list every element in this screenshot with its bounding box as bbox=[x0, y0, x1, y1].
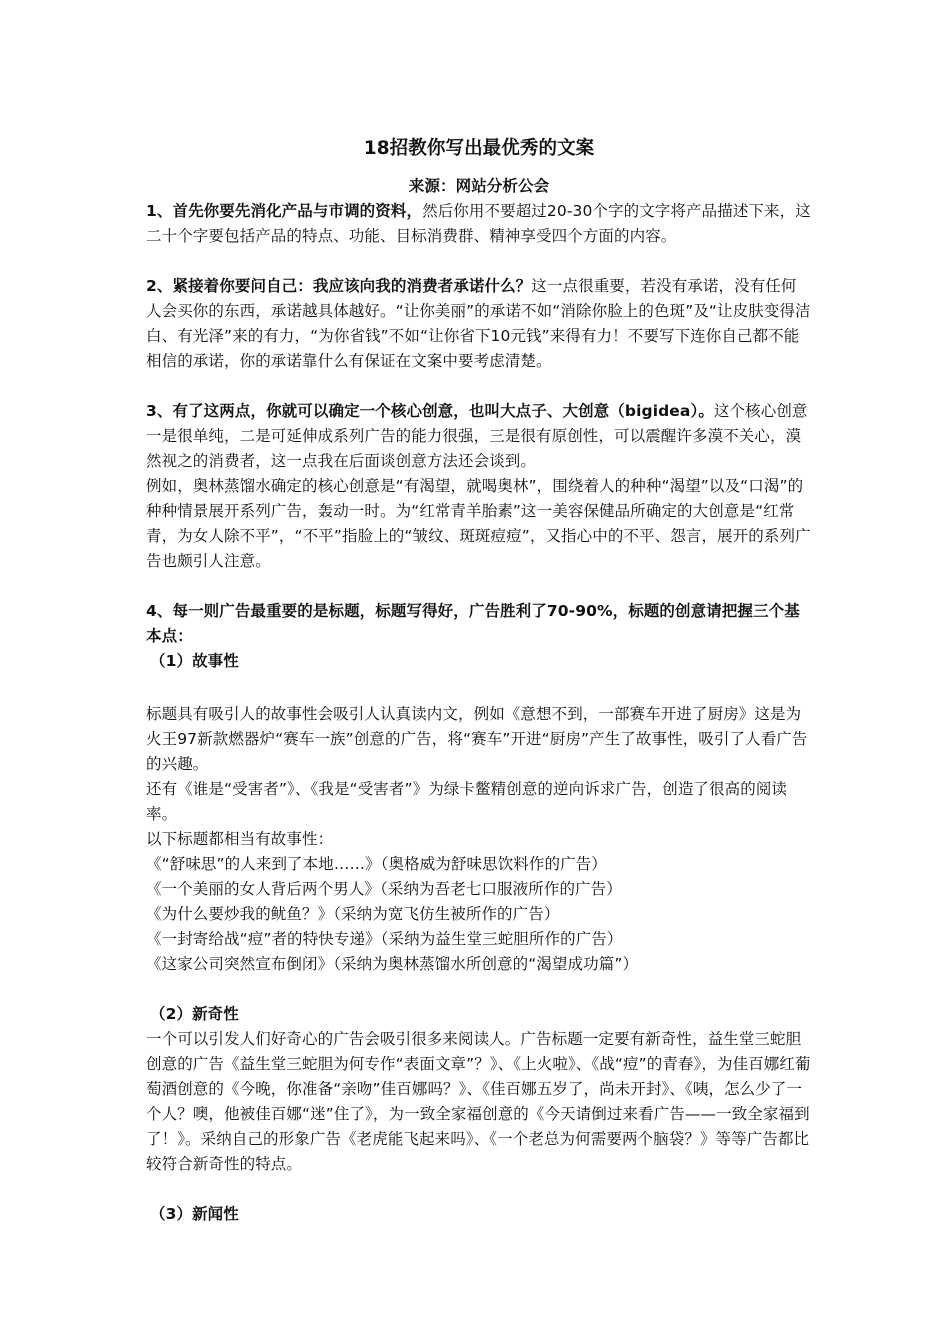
story-paragraph-3: 以下标题都相当有故事性： bbox=[146, 830, 334, 848]
document-body bbox=[146, 136, 812, 1227]
section-4-heading bbox=[146, 599, 812, 649]
section-2 bbox=[146, 274, 812, 374]
example-title: 《一个美丽的女人背后两个男人》（采纳为吾老七口服液所作的广告） bbox=[146, 880, 622, 898]
section-3 bbox=[146, 399, 812, 474]
subheading-story: （1）故事性 bbox=[150, 652, 239, 670]
subheading-novelty: （2）新奇性 bbox=[150, 1005, 239, 1023]
story-paragraph-2: 还有《谁是“受害者”》、《我是“受害者”》为绿卡鳖精创意的逆向诉求广告，创造了很高的阅读率。 bbox=[146, 780, 788, 823]
example-title: 《这家公司突然宣布倒闭》（采纳为奥林蒸馏水所创意的“渴望成功篇”） bbox=[146, 955, 639, 973]
novelty-paragraph: 一个可以引发人们好奇心的广告会吸引很多来阅读人。广告标题一定要有新奇性，益生堂三蛇胆创意的广告《益生堂三蛇胆为何专作“表面文章”？》、《上火啦》、《战“痘”的青春》，为佳百娜红葡萄酒创意的《今晚，你准备“亲吻”佳百娜吗？》、《佳百娜五岁了，尚未开封》、《咦，怎么少了一个人？噢，他被佳百娜“迷”住了》，为一致全家福创意的《今天请倒过来看广告——一致全家福到了！》。采纳自己的形象广告《老虎能飞起来吗》、《一个老总为何需要两个脑袋？》等等广告都比较符合新奇性的特点。 bbox=[146, 1030, 811, 1173]
subheading-news: （3）新闻性 bbox=[150, 1205, 239, 1223]
example-title: 《一封寄给战“痘”者的特快专递》（采纳为益生堂三蛇胆所作的广告） bbox=[146, 930, 623, 948]
section-1 bbox=[146, 199, 812, 249]
story-paragraph-1: 标题具有吸引人的故事性会吸引人认真读内文，例如《意想不到，一部赛车开进了厨房》这是为火王97新款燃器炉“赛车一族”创意的广告，将“赛车”开进“厨房”产生了故事性，吸引了人看广告的兴趣。 bbox=[146, 705, 808, 773]
section-3-text: 这个核心创意一是很单纯，二是可延伸成系列广告的能力很强，三是很有原创性，可以震醒许多漠不关心，漠然视之的消费者，这一点我在后面谈创意方法还会谈到。 bbox=[146, 402, 808, 470]
example-title: 《为什么要炒我的鱿鱼？》（采纳为宽飞仿生被所作的广告） bbox=[146, 905, 560, 923]
section-2-text: 这一点很重要，若没有承诺，没有任何人会买你的东西，承诺越具体越好。“让你美丽”的承诺不如“消除你脸上的色斑”及“让皮肤变得洁白、有光泽”来的有力，“为你省钱”不如“让你省下10元钱”来得有力！不要写下连你自己都不能相信的承诺，你的承诺靠什么有保证在文案中要考虑清楚。 bbox=[146, 277, 811, 370]
section-4-heading-text: 4、每一则广告最重要的是标题，标题写得好，广告胜利了70-90%，标题的创意请把握三个基本点： bbox=[146, 602, 800, 645]
section-1-heading: 1、首先你要先消化产品与市调的资料， bbox=[146, 202, 423, 220]
section-1-text: 然后你用不要超过20-30个字的文字将产品描述下来，这二十个字要包括产品的特点、功能、目标消费群、精神享受四个方面的内容。 bbox=[146, 202, 811, 245]
page-title: 18招教你写出最优秀的文案 bbox=[363, 138, 595, 159]
section-3-heading: 3、有了这两点，你就可以确定一个核心创意，也叫大点子、大创意（bigidea）。 bbox=[146, 402, 714, 420]
section-3-example: 例如，奥林蒸馏水确定的核心创意是“有渴望，就喝奥林”，围绕着人的种种“渴望”以及“口渴”的种种情景展开系列广告，轰动一时。为“红常青羊胎素”这一美容保健品所确定的大创意是“红常青，为女人除不平”，“不平”指脸上的“皱纹、斑斑痘痘”，又指心中的不平、怨言，展开的系列广告也颇引人注意。 bbox=[146, 477, 811, 570]
example-title: 《“舒味思”的人来到了本地……》（奥格威为舒味思饮料作的广告） bbox=[146, 855, 607, 873]
source-line: 来源：网站分析公会 bbox=[408, 177, 550, 195]
section-2-heading: 2、紧接着你要问自己：我应该向我的消费者承诺什么？ bbox=[146, 277, 532, 295]
